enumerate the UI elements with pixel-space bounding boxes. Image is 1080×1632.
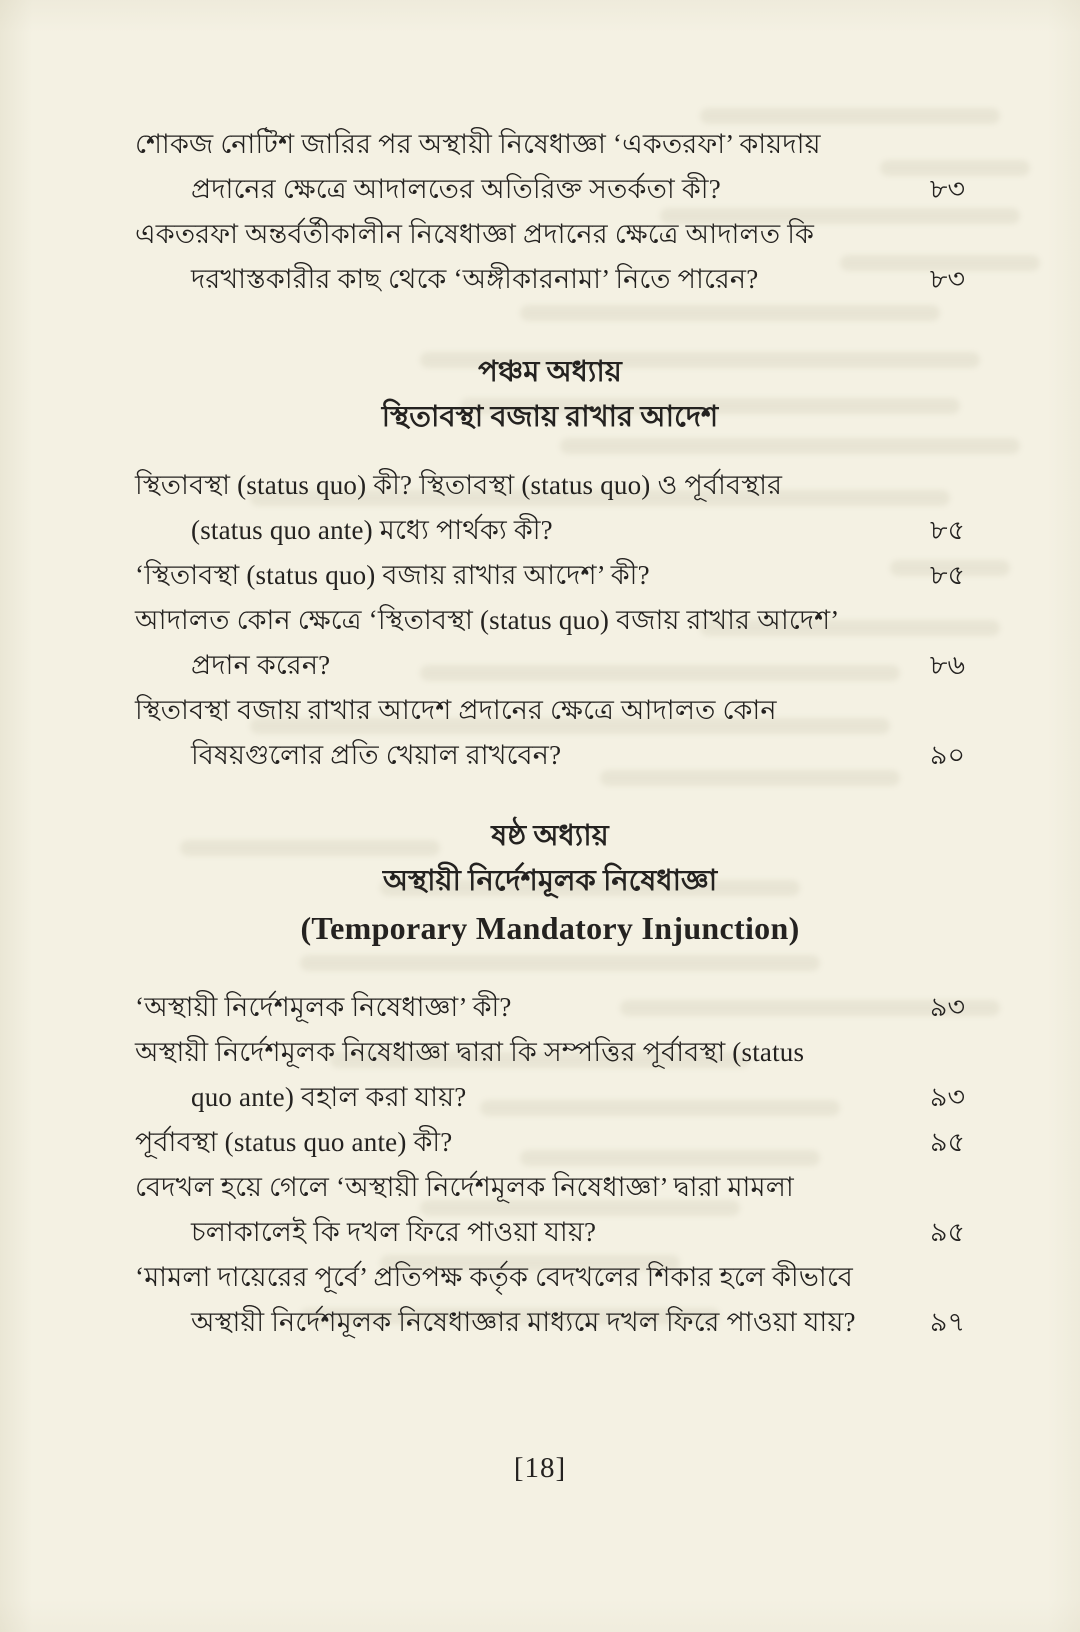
toc-entry	[135, 463, 965, 553]
toc-entry	[135, 212, 965, 302]
entry-line: স্থিতাবস্থা বজায় রাখার আদেশ প্রদানের ক্ষেত্রে আদালত কোন	[135, 695, 777, 725]
entry-line: অস্থায়ী নির্দেশমূলক নিষেধাজ্ঞা দ্বারা কি সম্পত্তির পূর্বাবস্থা (status	[135, 1037, 805, 1067]
entry-line: চলাকালেই কি দখল ফিরে পাওয়া যায়?	[191, 1217, 597, 1247]
entry-page-number: ৯৫	[929, 1127, 965, 1157]
entry-page-number: ৮৩	[929, 264, 965, 294]
chapter-title: পঞ্চম অধ্যায়	[478, 356, 622, 388]
toc-entry	[135, 553, 965, 598]
chapter-5-heading	[135, 350, 965, 439]
entry-page-number: ৯৩	[929, 1082, 965, 1112]
entry-line: স্থিতাবস্থা (status quo) কী? স্থিতাবস্থা (status quo) ও পূর্বাবস্থার	[135, 470, 783, 500]
entry-page-number: ৯৫	[929, 1217, 965, 1247]
toc-entry	[135, 122, 965, 212]
chapter-title: ষষ্ঠ অধ্যায়	[491, 820, 609, 852]
entry-line: (status quo ante) মধ্যে পার্থক্য কী?	[191, 515, 553, 545]
entry-line: বেদখল হয়ে গেলে ‘অস্থায়ী নির্দেশমূলক নিষেধাজ্ঞা’ দ্বারা মামলা	[135, 1172, 794, 1202]
entry-page-number: ৮৩	[929, 174, 965, 204]
entry-line: বিষয়গুলোর প্রতি খেয়াল রাখবেন?	[191, 740, 562, 770]
entry-page-number: ৯০	[929, 740, 965, 770]
chapter-subtitle: স্থিতাবস্থা বজায় রাখার আদেশ	[381, 401, 719, 433]
entry-line: quo ante) বহাল করা যায়?	[191, 1082, 467, 1112]
chapter-6-heading	[135, 814, 965, 953]
chapter-subtitle: অস্থায়ী নির্দেশমূলক নিষেধাজ্ঞা	[382, 865, 718, 897]
toc-entry	[135, 598, 965, 688]
toc-entry	[135, 688, 965, 778]
entry-page-number: ৯৭	[929, 1307, 965, 1337]
entry-page-number: ৮৫	[929, 560, 965, 590]
toc-entry	[135, 1165, 965, 1255]
toc-entry	[135, 1120, 965, 1165]
entry-line: পূর্বাবস্থা (status quo ante) কী?	[135, 1127, 453, 1157]
entry-line: ‘স্থিতাবস্থা (status quo) বজায় রাখার আদেশ’ কী?	[135, 560, 650, 590]
entry-line: দরখাস্তকারীর কাছ থেকে ‘অঙ্গীকারনামা’ নিতে পারেন?	[191, 264, 759, 294]
entry-line: শোকজ নোটিশ জারির পর অস্থায়ী নিষেধাজ্ঞা ‘একতরফা’ কায়দায়	[135, 129, 821, 159]
toc-entry	[135, 1030, 965, 1120]
folio-number: [18]	[513, 1452, 567, 1484]
entry-page-number: ৯৩	[929, 992, 965, 1022]
entry-page-number: ৮৬	[929, 650, 965, 680]
toc-entry	[135, 1255, 965, 1345]
entry-page-number: ৮৫	[929, 515, 965, 545]
entry-line: প্রদানের ক্ষেত্রে আদালতের অতিরিক্ত সতর্কতা কী?	[191, 174, 721, 204]
entry-line: ‘মামলা দায়েরের পূর্বে’ প্রতিপক্ষ কর্তৃক বেদখলের শিকার হলে কীভাবে	[135, 1262, 854, 1292]
entry-line: ‘অস্থায়ী নির্দেশমূলক নিষেধাজ্ঞা’ কী?	[135, 992, 512, 1022]
entry-line: আদালত কোন ক্ষেত্রে ‘স্থিতাবস্থা (status quo) বজায় রাখার আদেশ’	[135, 605, 840, 635]
entry-line: প্রদান করেন?	[191, 650, 331, 680]
entry-line: অস্থায়ী নির্দেশমূলক নিষেধাজ্ঞার মাধ্যমে দখল ফিরে পাওয়া যায়?	[191, 1307, 856, 1337]
toc-content	[135, 0, 965, 1345]
entry-line: একতরফা অন্তর্বর্তীকালীন নিষেধাজ্ঞা প্রদানের ক্ষেত্রে আদালত কি	[135, 219, 815, 249]
toc-entry	[135, 985, 965, 1030]
chapter-subtitle-english: (Temporary Mandatory Injunction)	[300, 910, 800, 946]
